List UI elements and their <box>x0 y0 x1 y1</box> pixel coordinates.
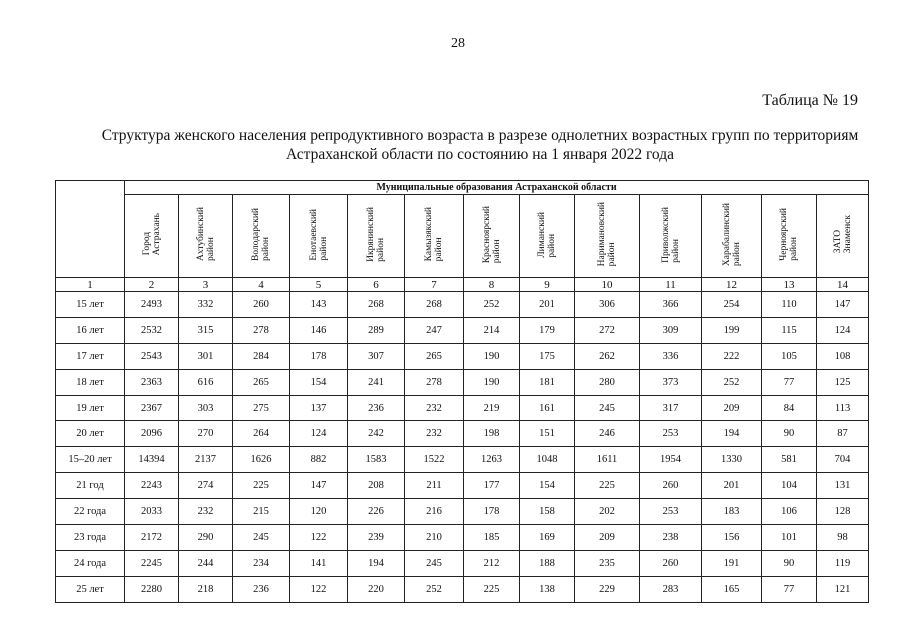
table-cell: 211 <box>405 473 464 499</box>
column-header <box>575 195 640 278</box>
table-cell: 2280 <box>125 576 179 602</box>
table-cell: 194 <box>702 421 762 447</box>
group-header: Муниципальные образования Астраханской области <box>125 181 869 195</box>
table-cell: 2367 <box>125 395 179 421</box>
column-header-row <box>56 195 869 278</box>
column-header <box>348 195 405 278</box>
column-number: 6 <box>348 278 405 292</box>
table-cell: 2532 <box>125 317 179 343</box>
table-cell: 229 <box>575 576 640 602</box>
column-number: 2 <box>125 278 179 292</box>
table-cell: 1330 <box>702 447 762 473</box>
column-number-row <box>56 278 869 292</box>
column-number: 3 <box>179 278 233 292</box>
table-cell: 222 <box>702 343 762 369</box>
column-header-label: Енотаевский район <box>308 208 329 261</box>
table-row <box>56 292 869 318</box>
row-label: 19 лет <box>56 395 125 421</box>
table-cell: 284 <box>233 343 290 369</box>
table-cell: 165 <box>702 576 762 602</box>
table-cell: 98 <box>817 525 869 551</box>
row-label: 15 лет <box>56 292 125 318</box>
table-cell: 236 <box>348 395 405 421</box>
column-number: 7 <box>405 278 464 292</box>
population-table <box>55 180 869 603</box>
table-cell: 188 <box>520 550 575 576</box>
table-cell: 90 <box>762 550 817 576</box>
column-header-label: Харабалинский район <box>721 202 742 267</box>
column-header-label: Володарский район <box>251 208 271 261</box>
table-cell: 154 <box>290 369 348 395</box>
column-header-label: Приволжский район <box>660 206 681 263</box>
table-cell: 147 <box>817 292 869 318</box>
table-cell: 252 <box>405 576 464 602</box>
table-cell: 245 <box>405 550 464 576</box>
table-cell: 268 <box>348 292 405 318</box>
table-cell: 2363 <box>125 369 179 395</box>
table-cell: 124 <box>817 317 869 343</box>
row-label: 23 года <box>56 525 125 551</box>
table-cell: 581 <box>762 447 817 473</box>
table-cell: 236 <box>233 576 290 602</box>
table-cell: 239 <box>348 525 405 551</box>
column-header <box>290 195 348 278</box>
table-cell: 2137 <box>179 447 233 473</box>
table-row <box>56 447 869 473</box>
table-cell: 201 <box>520 292 575 318</box>
column-number: 12 <box>702 278 762 292</box>
table-row <box>56 343 869 369</box>
table-cell: 119 <box>817 550 869 576</box>
table-row <box>56 550 869 576</box>
table-cell: 209 <box>702 395 762 421</box>
table-cell: 1583 <box>348 447 405 473</box>
table-label: Таблица № 19 <box>762 92 858 109</box>
column-header <box>464 195 520 278</box>
table-cell: 253 <box>640 499 702 525</box>
table-cell: 283 <box>640 576 702 602</box>
table-cell: 175 <box>520 343 575 369</box>
table-cell: 108 <box>817 343 869 369</box>
table-cell: 198 <box>464 421 520 447</box>
table-cell: 110 <box>762 292 817 318</box>
table-cell: 225 <box>575 473 640 499</box>
column-number: 10 <box>575 278 640 292</box>
table-cell: 122 <box>290 525 348 551</box>
column-header <box>405 195 464 278</box>
table-cell: 190 <box>464 343 520 369</box>
table-cell: 161 <box>520 395 575 421</box>
table-cell: 882 <box>290 447 348 473</box>
table-cell: 2543 <box>125 343 179 369</box>
column-number: 5 <box>290 278 348 292</box>
table-cell: 210 <box>405 525 464 551</box>
table-cell: 84 <box>762 395 817 421</box>
table-cell: 2172 <box>125 525 179 551</box>
table-cell: 219 <box>464 395 520 421</box>
table-cell: 131 <box>817 473 869 499</box>
row-label: 25 лет <box>56 576 125 602</box>
table-cell: 252 <box>464 292 520 318</box>
table-cell: 2493 <box>125 292 179 318</box>
table-cell: 289 <box>348 317 405 343</box>
table-cell: 120 <box>290 499 348 525</box>
column-header <box>179 195 233 278</box>
table-cell: 181 <box>520 369 575 395</box>
table-cell: 317 <box>640 395 702 421</box>
table-title-line-1: Структура женского населения репродуктивного возраста в разрезе однолетних возрастных групп по территориям <box>101 127 859 144</box>
table-cell: 306 <box>575 292 640 318</box>
column-header <box>640 195 702 278</box>
table-cell: 247 <box>405 317 464 343</box>
page-number: 28 <box>451 36 465 51</box>
table-cell: 2245 <box>125 550 179 576</box>
table-cell: 158 <box>520 499 575 525</box>
row-label: 16 лет <box>56 317 125 343</box>
table-row <box>56 473 869 499</box>
table-cell: 124 <box>290 421 348 447</box>
column-header-label: Камызякский район <box>424 207 444 262</box>
table-row <box>56 576 869 602</box>
table-cell: 169 <box>520 525 575 551</box>
table-cell: 234 <box>233 550 290 576</box>
table-row <box>56 421 869 447</box>
table-cell: 1522 <box>405 447 464 473</box>
corner-cell <box>56 181 125 278</box>
table-cell: 366 <box>640 292 702 318</box>
row-label: 22 года <box>56 499 125 525</box>
table-cell: 90 <box>762 421 817 447</box>
table-cell: 178 <box>290 343 348 369</box>
table-cell: 77 <box>762 576 817 602</box>
table-cell: 268 <box>405 292 464 318</box>
table-cell: 2033 <box>125 499 179 525</box>
table-cell: 265 <box>405 343 464 369</box>
table-cell: 246 <box>575 421 640 447</box>
column-header <box>817 195 869 278</box>
column-number: 8 <box>464 278 520 292</box>
column-number: 4 <box>233 278 290 292</box>
table-cell: 216 <box>405 499 464 525</box>
table-cell: 178 <box>464 499 520 525</box>
row-label: 20 лет <box>56 421 125 447</box>
table-cell: 232 <box>179 499 233 525</box>
table-cell: 260 <box>233 292 290 318</box>
row-label: 18 лет <box>56 369 125 395</box>
table-cell: 254 <box>702 292 762 318</box>
table-cell: 315 <box>179 317 233 343</box>
column-header-label: Ахтубинский район <box>195 207 216 262</box>
table-cell: 225 <box>233 473 290 499</box>
table-cell: 101 <box>762 525 817 551</box>
table-cell: 14394 <box>125 447 179 473</box>
table-cell: 307 <box>348 343 405 369</box>
table-cell: 280 <box>575 369 640 395</box>
table-title <box>80 126 880 164</box>
table-cell: 1611 <box>575 447 640 473</box>
column-header-label: Город Астрахань <box>141 213 162 256</box>
table-cell: 252 <box>702 369 762 395</box>
table-cell: 122 <box>290 576 348 602</box>
table-cell: 225 <box>464 576 520 602</box>
table-cell: 2243 <box>125 473 179 499</box>
table-cell: 278 <box>233 317 290 343</box>
row-label: 21 год <box>56 473 125 499</box>
table-cell: 113 <box>817 395 869 421</box>
column-header-label: Лиманский район <box>537 211 557 258</box>
table-cell: 154 <box>520 473 575 499</box>
table-cell: 232 <box>405 395 464 421</box>
table-cell: 128 <box>817 499 869 525</box>
row-label: 17 лет <box>56 343 125 369</box>
table-cell: 218 <box>179 576 233 602</box>
column-number: 14 <box>817 278 869 292</box>
table-cell: 1048 <box>520 447 575 473</box>
table-cell: 704 <box>817 447 869 473</box>
table-cell: 260 <box>640 473 702 499</box>
table-cell: 202 <box>575 499 640 525</box>
table-cell: 137 <box>290 395 348 421</box>
table-cell: 274 <box>179 473 233 499</box>
table-cell: 87 <box>817 421 869 447</box>
table-cell: 121 <box>817 576 869 602</box>
column-header-label: Наримановский район <box>597 202 617 267</box>
column-header <box>520 195 575 278</box>
table-cell: 245 <box>575 395 640 421</box>
table-cell: 105 <box>762 343 817 369</box>
column-header <box>233 195 290 278</box>
table-cell: 106 <box>762 499 817 525</box>
table-row <box>56 369 869 395</box>
table-cell: 264 <box>233 421 290 447</box>
column-header <box>762 195 817 278</box>
table-cell: 242 <box>348 421 405 447</box>
table-cell: 214 <box>464 317 520 343</box>
table-title-line-2: Астраханской области по состоянию на 1 января 2022 года <box>285 146 674 163</box>
table-cell: 141 <box>290 550 348 576</box>
table-cell: 265 <box>233 369 290 395</box>
table-cell: 238 <box>640 525 702 551</box>
table-cell: 143 <box>290 292 348 318</box>
table-cell: 275 <box>233 395 290 421</box>
table-cell: 301 <box>179 343 233 369</box>
table-cell: 156 <box>702 525 762 551</box>
table-cell: 241 <box>348 369 405 395</box>
table-cell: 199 <box>702 317 762 343</box>
table-cell: 616 <box>179 369 233 395</box>
table-cell: 290 <box>179 525 233 551</box>
table-body <box>56 292 869 603</box>
table-cell: 253 <box>640 421 702 447</box>
table-cell: 332 <box>179 292 233 318</box>
table-cell: 2096 <box>125 421 179 447</box>
table-cell: 77 <box>762 369 817 395</box>
table-cell: 215 <box>233 499 290 525</box>
table-cell: 309 <box>640 317 702 343</box>
table-cell: 1263 <box>464 447 520 473</box>
table-cell: 125 <box>817 369 869 395</box>
column-number: 11 <box>640 278 702 292</box>
table-cell: 270 <box>179 421 233 447</box>
table-cell: 278 <box>405 369 464 395</box>
column-header-label: Красноярский район <box>481 205 502 264</box>
table-cell: 245 <box>233 525 290 551</box>
table-cell: 104 <box>762 473 817 499</box>
table-cell: 147 <box>290 473 348 499</box>
row-label: 24 года <box>56 550 125 576</box>
table-cell: 272 <box>575 317 640 343</box>
table-row <box>56 499 869 525</box>
column-header-label: ЗАТО Знаменск <box>832 215 853 254</box>
table-cell: 260 <box>640 550 702 576</box>
row-label: 15–20 лет <box>56 447 125 473</box>
table-cell: 179 <box>520 317 575 343</box>
table-cell: 220 <box>348 576 405 602</box>
column-number: 9 <box>520 278 575 292</box>
table-cell: 235 <box>575 550 640 576</box>
column-number: 1 <box>56 278 125 292</box>
table-cell: 1954 <box>640 447 702 473</box>
table-cell: 146 <box>290 317 348 343</box>
table-cell: 262 <box>575 343 640 369</box>
column-header-label: Икрянинский район <box>366 207 386 262</box>
table-cell: 194 <box>348 550 405 576</box>
table-cell: 201 <box>702 473 762 499</box>
table-row <box>56 525 869 551</box>
column-header <box>702 195 762 278</box>
table-cell: 244 <box>179 550 233 576</box>
column-header-label: Черноярский район <box>779 208 799 261</box>
table-cell: 209 <box>575 525 640 551</box>
table-cell: 232 <box>405 421 464 447</box>
table-cell: 190 <box>464 369 520 395</box>
table-cell: 138 <box>520 576 575 602</box>
table-cell: 183 <box>702 499 762 525</box>
table-cell: 373 <box>640 369 702 395</box>
table-cell: 185 <box>464 525 520 551</box>
column-header <box>125 195 179 278</box>
table-cell: 336 <box>640 343 702 369</box>
table-row <box>56 395 869 421</box>
table-cell: 191 <box>702 550 762 576</box>
table-cell: 1626 <box>233 447 290 473</box>
column-number: 13 <box>762 278 817 292</box>
table-cell: 208 <box>348 473 405 499</box>
table-cell: 115 <box>762 317 817 343</box>
table-cell: 303 <box>179 395 233 421</box>
table-row <box>56 317 869 343</box>
table-cell: 151 <box>520 421 575 447</box>
table-cell: 226 <box>348 499 405 525</box>
table-cell: 212 <box>464 550 520 576</box>
table-cell: 177 <box>464 473 520 499</box>
